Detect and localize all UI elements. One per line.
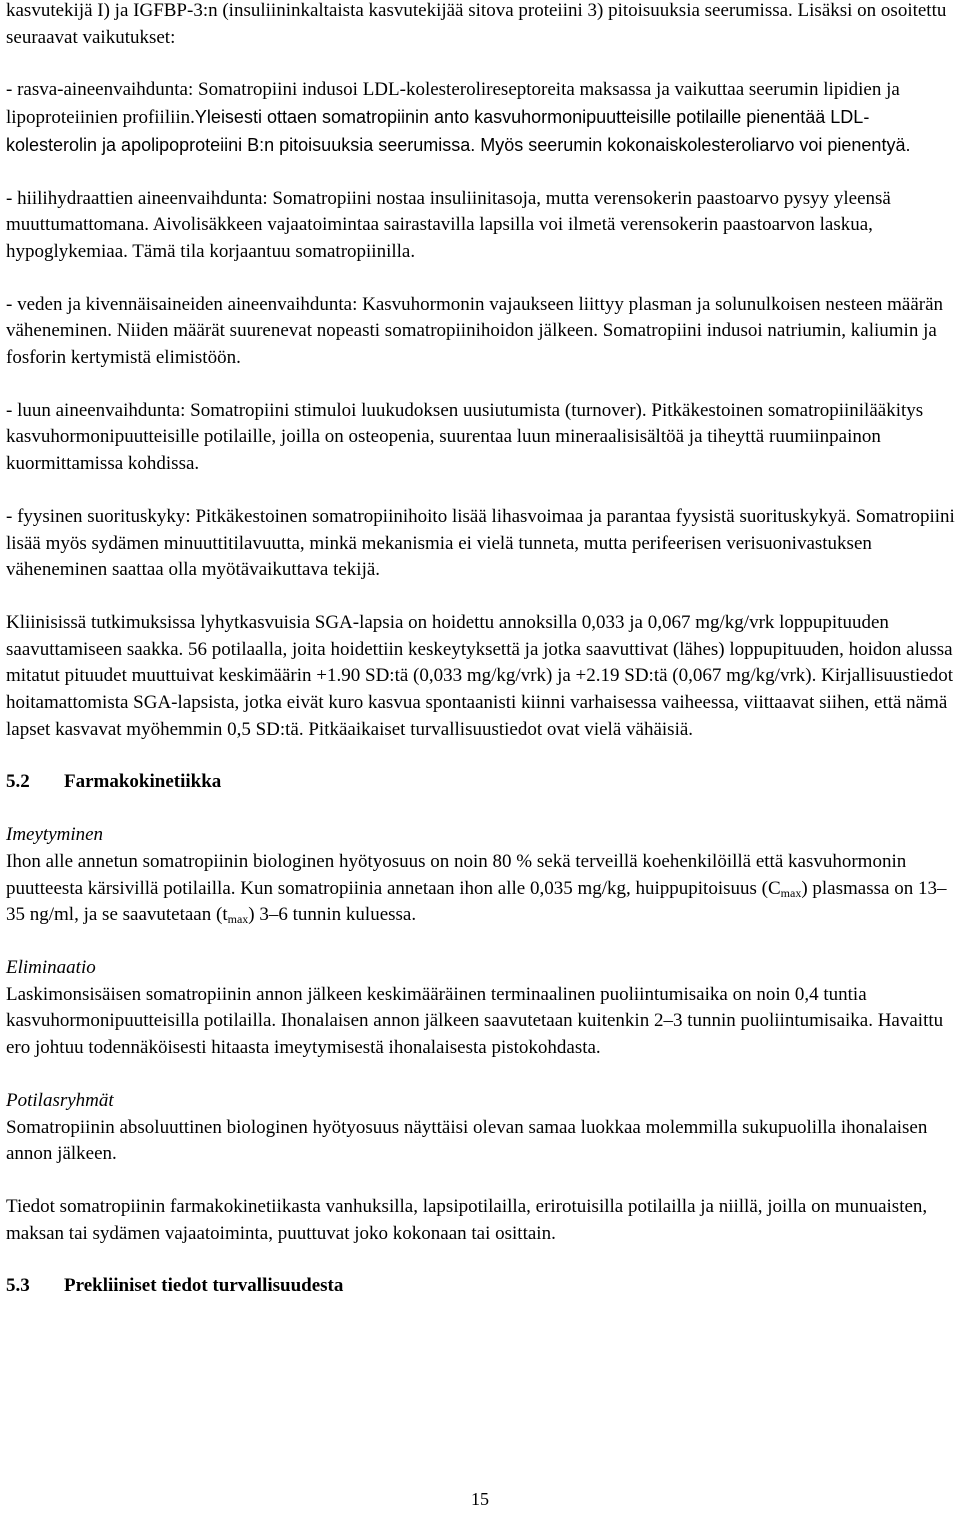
lipid-text-b: Yleisesti ottaen somatropiinin anto kasvuhormonipuutteisille potilaille pienentää LDL-kolesterolin ja apolipoproteiini B:n pitoisuuksia seerumissa. Myös seerumin kokonaiskolesteroliarvo voi pienentyä.	[6, 107, 911, 155]
lipid-text-a: - rasva-aineenvaihdunta: Somatropiini indusoi LDL-kolesterolireseptoreita maksassa ja vaikuttaa seerumin lipidien ja lipoproteiinien profiiliin.	[6, 79, 900, 129]
carb-text-a: - hiilihydraattien aineenvaihdunta: Somatropiini nostaa insuliinitasoja, mutta verensokerin paastoarvo pysyy yleensä muuttumattomana.	[6, 187, 891, 236]
tmax-subscript: max	[227, 912, 249, 927]
clinical-studies-paragraph: Kliinisissä tutkimuksissa lyhytkasvuisia SGA-lapsia on hoidettu annoksilla 0,033 ja 0,067 mg/kg/vrk loppupituuden saavuttamiseen saakka. 56 potilaalla, joita hoidettiin keskeytyksettä ja jotka saavuttivat (lähes) loppupituuden, hoidon alussa mitatut pituudet muuttuivat keskimäärin +1.90 SD:tä (0,033 mg/kg/vrk) ja +2.19 SD:tä (0,067 mg/kg/vrk). Kirjallisuustiedot hoitamattomista SGA-lapsista, jotka eivät kuro kasvua spontaanisti kiinni varhaisessa vaiheessa, viittaavat siihen, että nämä lapset kasvavat myöhemmin 0,5 SD:tä. Pitkäaikaiset turvallisuustiedot ovat vielä vähäisiä.	[6, 611, 954, 740]
special-populations-paragraph: Tiedot somatropiinin farmakokinetiikasta vanhuksilla, lapsipotilailla, erirotuisilla potilailla ja niillä, joilla on munuaisten, maksan tai sydämen vajaatoiminta, puuttuvat joko kokonaan tai osittain.	[6, 1195, 928, 1244]
bone-metabolism-paragraph: - luun aineenvaihdunta: Somatropiini stimuloi luukudoksen uusiutumista (turnover). Pitkäkestoinen somatropiinilääkitys kasvuhormonipuutteisille potilaille, joilla on osteopenia, suurentaa luun mineraalisisältöä ja tiheyttä ruumiinpainon kuormittamissa kohdissa.	[6, 399, 924, 475]
populations-heading: Potilasryhmät	[6, 1089, 114, 1111]
absorption-text-c: ) 3–6 tunnin kuluessa.	[248, 904, 417, 926]
section-number: 5.2	[6, 771, 30, 793]
carbohydrate-metabolism-paragraph	[6, 186, 956, 266]
section-5-2-heading	[6, 769, 956, 796]
populations-paragraph: Somatropiinin absoluuttinen biologinen hyötyosuus näyttäisi olevan samaa luokkaa molemmilla sukupuolilla ihonalaisen annon jälkeen.	[6, 1116, 928, 1165]
section-number: 5.3	[6, 1275, 30, 1297]
absorption-text-b: ) plasmassa on 13–35 ng/ml, ja se saavutetaan (t	[6, 877, 947, 926]
absorption-paragraph	[6, 849, 956, 929]
elimination-paragraph: Laskimonsisäisen somatropiinin annon jälkeen keskimääräinen terminaalinen puoliintumisaika on noin 0,4 tuntia kasvuhormonipuutteisilla potilailla. Ihonalaisen annon jälkeen saavutetaan kuitenkin 2–3 tunnin puoliintumisaika. Havaittu ero johtuu todennäköisesti hitaasta imeytymisestä ihonalaisesta pistokohdasta.	[6, 983, 944, 1059]
water-mineral-paragraph: - veden ja kivennäisaineiden aineenvaihdunta: Kasvuhormonin vajaukseen liittyy plasman ja solunulkoisen nesteen määrän väheneminen. Niiden määrät suurenevat nopeasti somatropiinihoidon jälkeen. Somatropiini indusoi natriumin, kaliumin ja fosforin kertymistä elimistöön.	[6, 293, 944, 369]
elimination-heading: Eliminaatio	[6, 956, 96, 978]
section-title: Farmakokinetiikka	[64, 771, 222, 793]
document-page	[6, 0, 956, 1300]
physical-performance-paragraph: - fyysinen suorituskyky: Pitkäkestoinen somatropiinihoito lisää lihasvoimaa ja parantaa fyysistä suorituskykyä. Somatropiini lisää myös sydämen minuuttitilavuutta, minkä mekanismia ei vielä tunneta, mutta perifeerisen verisuonivastuksen väheneminen saattaa olla myötävaikuttava tekijä.	[6, 505, 955, 581]
lipid-metabolism-paragraph	[6, 77, 956, 159]
intro-paragraph: kasvutekijä I) ja IGFBP-3:n (insuliininkaltaista kasvutekijää sitova proteiini 3) pitoisuuksia seerumissa. Lisäksi on osoitettu seuraavat vaikutukset:	[6, 0, 947, 48]
section-5-3-heading	[6, 1273, 956, 1300]
page-number: 15	[471, 1489, 489, 1509]
absorption-heading: Imeytyminen	[6, 824, 104, 846]
cmax-subscript: max	[780, 885, 802, 900]
carb-text-b: Aivolisäkkeen vajaatoimintaa sairastavilla lapsilla voi ilmetä verensokerin paastoarvon laskua, hypoglykemiaa. Tämä tila korjaantuu somatropiinilla.	[6, 214, 873, 262]
section-title: Prekliiniset tiedot turvallisuudesta	[64, 1275, 344, 1297]
absorption-text-a: Ihon alle annetun somatropiinin biologinen hyötyosuus on noin 80 % sekä terveillä koehenkilöillä että kasvuhormonin puutteesta kärsivillä potilailla. Kun somatropiinia annetaan ihon alle 0,035 mg/kg, huippupitoisuus (C	[6, 850, 907, 899]
